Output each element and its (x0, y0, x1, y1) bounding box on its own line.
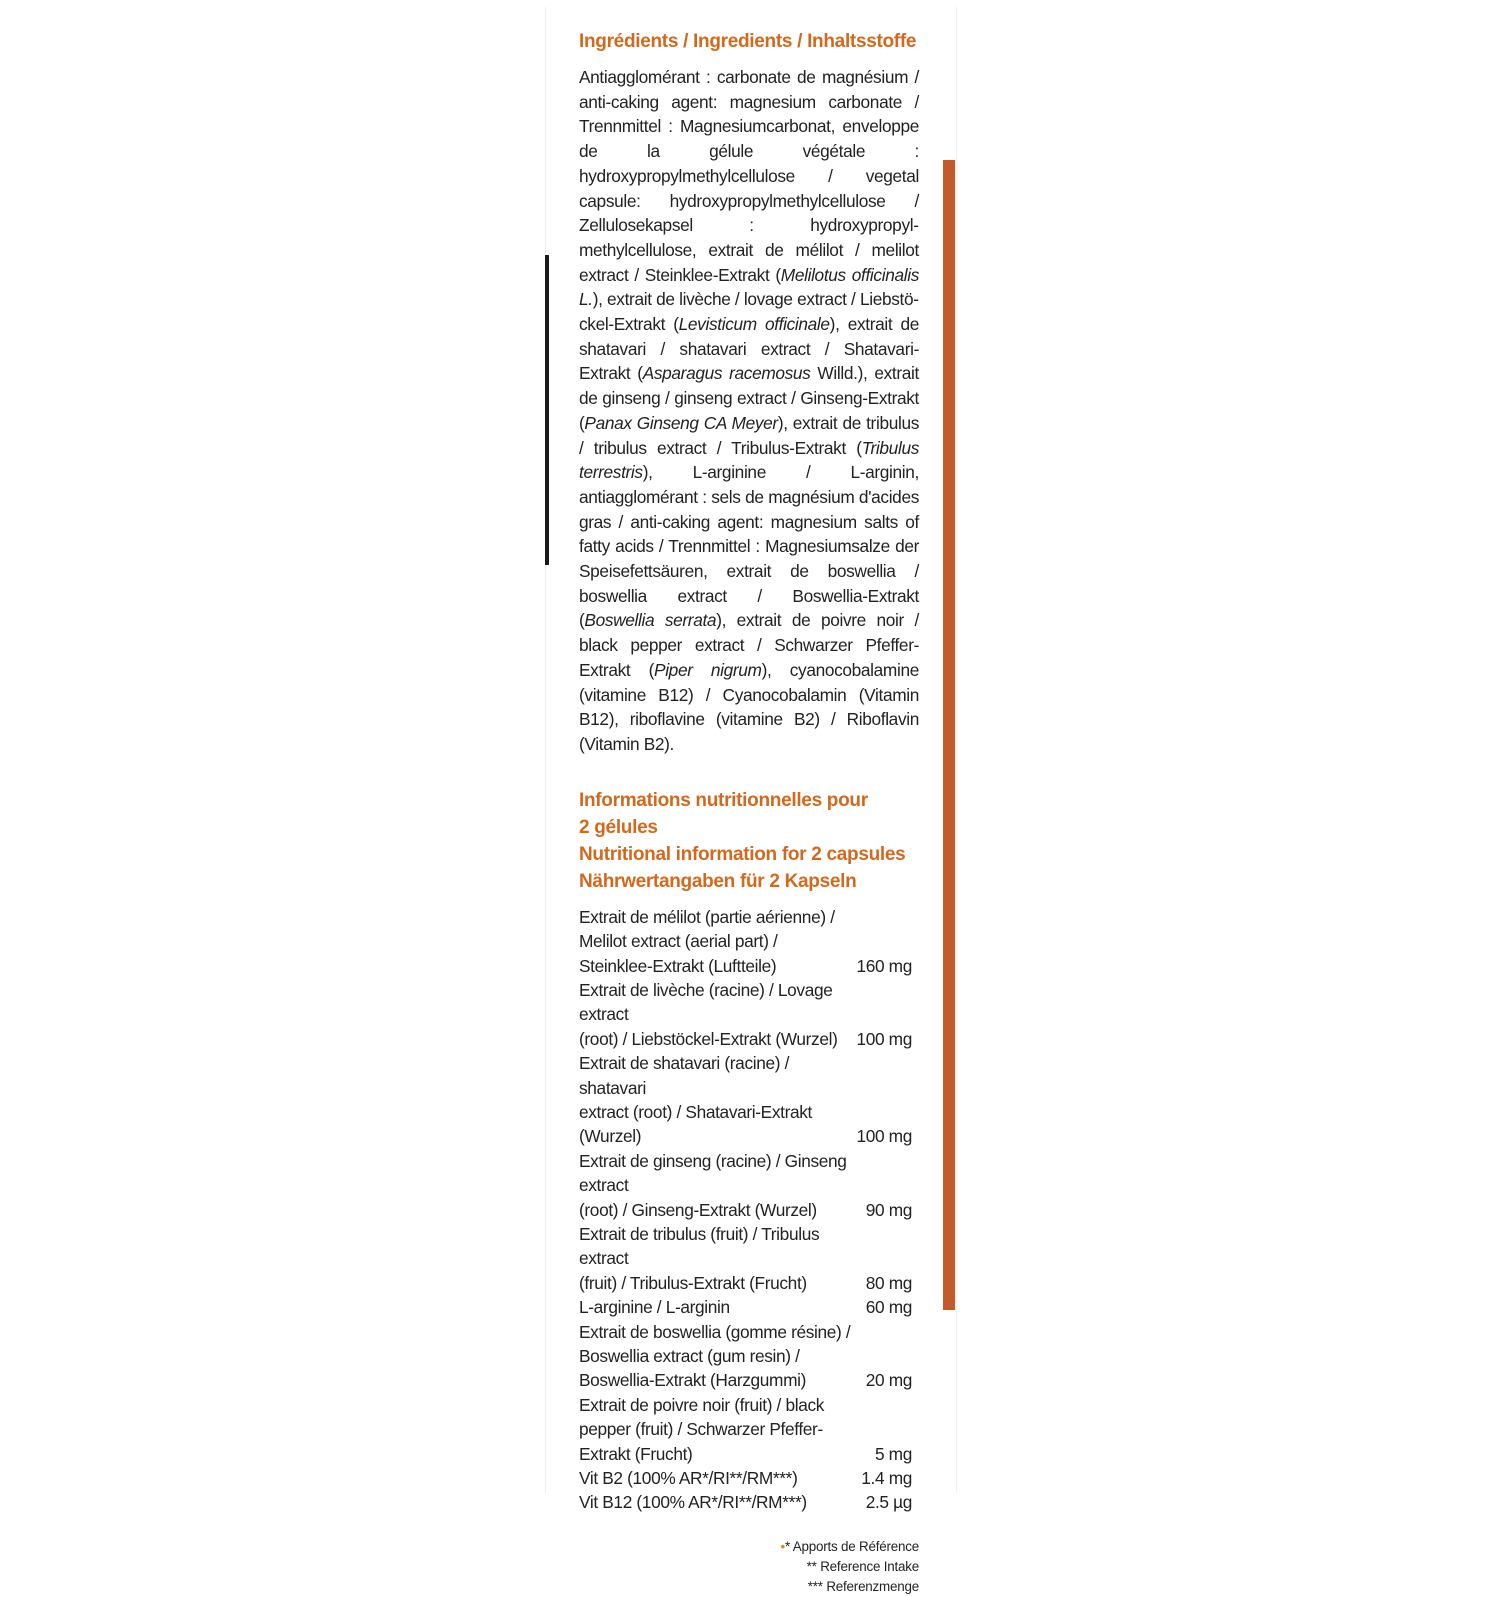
nutrition-row-amount: 80 mg (865, 1272, 912, 1293)
nutrition-heading-fr-line1: Informations nutritionnelles pour (579, 789, 868, 811)
nutrition-table (579, 905, 919, 1515)
ingredients-text-segment: ), extrait de livèche / lovage extract / Liebstöckel-Extrakt ( (579, 289, 919, 335)
nutrition-row (579, 1490, 919, 1514)
footnote-ar (579, 1537, 919, 1557)
nutrition-row-name: Extrait de livèche (racine) / Lovage extract (root) / Liebstöckel-Extrakt (Wurzel) (579, 979, 838, 1049)
nutrition-heading-en: Nutritional information for 2 capsules (579, 843, 906, 865)
botanical-name: Panax Ginseng CA Meyer (584, 412, 778, 433)
botanical-name: Melilotus officinalis L. (579, 264, 919, 310)
ingredients-text-segment: Antiagglomérant : carbonate de magnésium / anti-caking agent: magnesium carbonate / Trennmittel : Magnesiumcarbonat, enveloppe de la gélule végétale : hydroxypropylmethylcellulose / vegetal capsule: hydroxypropylmethylcellulose / Zellulosekapsel : hydroxypropylmethylcellulose, extrait de mélilot / melilot extract / Steinklee-Extrakt ( (579, 67, 919, 285)
nutrition-row (579, 1320, 919, 1393)
botanical-name: Boswellia serrata (584, 610, 717, 631)
botanical-name: Tribulus terrestris (579, 437, 919, 483)
nutrition-row-amount: 160 mg (856, 955, 912, 976)
nutrition-row-name: Vit B12 (100% AR*/RI**/RM***) (579, 1492, 807, 1513)
nutrition-row-name: Extrait de tribulus (fruit) / Tribulus extract (fruit) / Tribulus-Extrakt (Frucht) (579, 1223, 820, 1293)
nutrition-row (579, 1466, 919, 1490)
nutrition-heading (579, 787, 919, 895)
nutrition-row-amount: 1.4 mg (861, 1468, 912, 1489)
ingredients-heading: Ingrédients / Ingredients / Inhaltsstoffe (579, 31, 917, 52)
nutrition-row (579, 1222, 919, 1295)
ingredients-text-segment: ), cyanocobalamine (vitamine B12) / Cyanocobalamin (Vitamin B12), riboflavine (vitamine B2) / Riboflavin (Vitamin B2). (579, 659, 919, 754)
nutrition-row (579, 905, 919, 978)
nutrition-row-name: Vit B2 (100% AR*/RI**/RM***) (579, 1468, 798, 1489)
nutrition-row-name: Extrait de boswellia (gomme résine) / Boswellia extract (gum resin) / Boswellia-Extrakt (Harzgummi) (579, 1321, 851, 1391)
botanical-name: Piper nigrum (654, 659, 762, 680)
nutrition-row (579, 1393, 919, 1466)
nutrition-row-amount: 60 mg (865, 1297, 912, 1318)
nutrition-row-amount: 5 mg (874, 1443, 912, 1464)
ingredients-text-segment: ), extrait de poivre noir / black pepper extract / Schwarzer Pfeffer-Extrakt ( (579, 610, 919, 680)
botanical-name: Asparagus racemosus (642, 363, 811, 384)
nutrition-row (579, 978, 919, 1051)
footnote-ri: ** Reference Intake (806, 1558, 919, 1574)
nutrition-row-name: Extrait de ginseng (racine) / Ginseng extract (root) / Ginseng-Extrakt (Wurzel) (579, 1150, 847, 1220)
nutrition-heading-de: Nährwertangaben für 2 Kapseln (579, 870, 857, 892)
ingredients-text (579, 65, 919, 757)
nutrition-row-amount: 90 mg (865, 1199, 912, 1220)
botanical-name: Levisticum officinale (678, 314, 830, 335)
footnote-rm: *** Referenzmenge (807, 1578, 919, 1594)
nutrition-heading-fr-line2: 2 gélules (579, 816, 658, 838)
nutrition-row-name: Extrait de poivre noir (fruit) / black pepper (fruit) / Schwarzer Pfeffer- Extrakt (Frucht) (579, 1394, 825, 1464)
nutrition-row (579, 1295, 919, 1319)
nutrition-row-amount: 100 mg (856, 1028, 912, 1049)
nutrition-row-name: L-arginine / L-arginin (579, 1297, 730, 1318)
nutrition-row (579, 1051, 919, 1149)
nutrition-row-amount: 2.5 µg (865, 1492, 912, 1513)
ingredients-text-segment: ), extrait de shatavari / shatavari extract / Shatavari-Extrakt ( (579, 314, 920, 384)
nutrition-row (579, 1149, 919, 1222)
nutrition-row-amount: 100 mg (856, 1126, 912, 1147)
label-content (579, 28, 919, 1597)
footnotes (579, 1537, 919, 1597)
nutrition-row-name: Extrait de mélilot (partie aérienne) / Melilot extract (aerial part) / Steinklee-Extrakt (Luftteile) (579, 906, 835, 976)
ingredients-text-segment: Willd.), extrait de ginseng / ginseng extract / Ginseng-Extrakt ( (579, 363, 919, 433)
ingredients-text-segment: ), extrait de tribulus / tribulus extract / Tribulus-Extrakt ( (579, 412, 920, 458)
footnote-mark: • (780, 1538, 785, 1554)
package-edge-dark (545, 255, 549, 565)
nutrition-row-amount: 20 mg (865, 1370, 912, 1391)
nutrition-row-name: Extrait de shatavari (racine) / shatavari extract (root) / Shatavari-Extrakt (Wurzel) (579, 1053, 812, 1147)
ingredients-text-segment: ), L-arginine / L-arginin, antiagglomérant : sels de magnésium d'acides gras / anti-caking agent: magnesium salts of fatty acids / Trennmittel : Magnesiumsalze der Speisefettsäuren, extrait de boswellia / boswellia extract / Boswellia-Extrakt ( (579, 462, 919, 631)
footnote-ar-text: * Apports de Référence (784, 1538, 919, 1554)
package-edge-orange (943, 160, 955, 1310)
